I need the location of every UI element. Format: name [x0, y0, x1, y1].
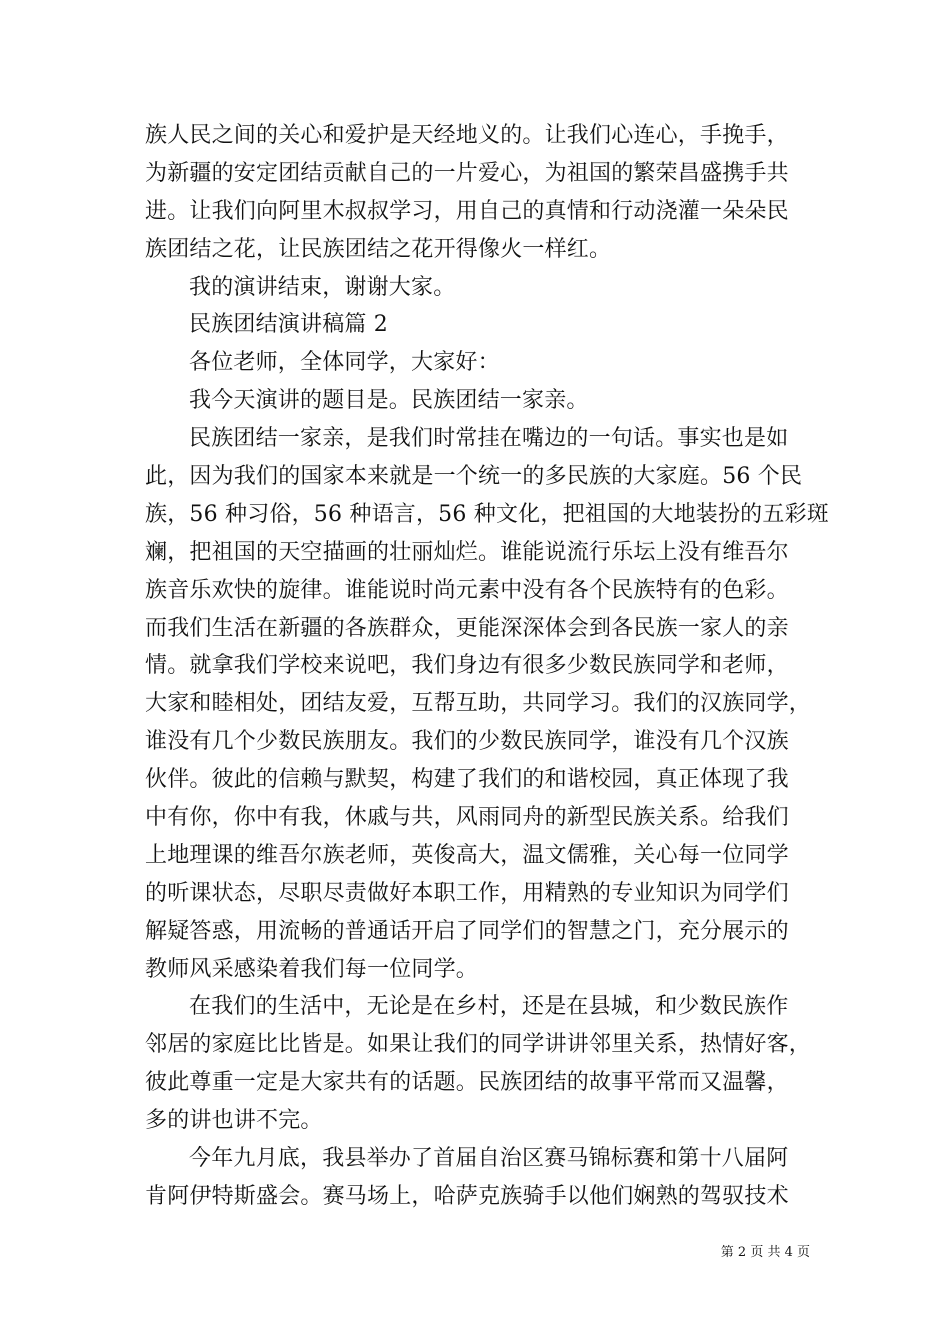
text-line: 彼此尊重一定是大家共有的话题。民族团结的故事平常而又温馨， — [145, 1070, 789, 1096]
text-line: 民族团结一家亲，是我们时常挂在嘴边的一句话。事实也是如 — [189, 426, 789, 452]
text-line: 今年九月底，我县举办了首届自治区赛马锦标赛和第十八届阿 — [189, 1146, 789, 1172]
text-line: 而我们生活在新疆的各族群众，更能深深体会到各民族一家人的亲 — [145, 615, 789, 641]
text-line: 邻居的家庭比比皆是。如果让我们的同学讲讲邻里关系，热情好客， — [145, 1032, 812, 1058]
text-line: 我今天演讲的题目是。民族团结一家亲。 — [189, 388, 589, 414]
section-title: 民族团结演讲稿篇 2 — [189, 312, 388, 338]
text-line: 族团结之花，让民族团结之花开得像火一样红。 — [145, 236, 612, 262]
text-line: 教师风采感染着我们每一位同学。 — [145, 956, 479, 982]
page-number: 第 2 页 共 4 页 — [720, 1245, 810, 1260]
text-line: 多的讲也讲不完。 — [145, 1108, 323, 1134]
text-line: 肯阿伊特斯盛会。赛马场上，哈萨克族骑手以他们娴熟的驾驭技术 — [145, 1183, 789, 1209]
text-line: 斓，把祖国的天空描画的壮丽灿烂。谁能说流行乐坛上没有维吾尔 — [145, 539, 789, 565]
text-line: 大家和睦相处，团结友爱，互帮互助，共同学习。我们的汉族同学， — [145, 691, 812, 717]
text-line: 解疑答惑，用流畅的普通话开启了同学们的智慧之门，充分展示的 — [145, 918, 789, 944]
text-line: 伙伴。彼此的信赖与默契，构建了我们的和谐校园，真正体现了我 — [145, 767, 789, 793]
text-line: 为新疆的安定团结贡献自己的一片爱心，为祖国的繁荣昌盛携手共 — [145, 160, 789, 186]
text-line: 在我们的生活中，无论是在乡村，还是在县城，和少数民族作 — [189, 994, 789, 1020]
text-line: 族，56 种习俗，56 种语言，56 种文化，把祖国的大地装扮的五彩斑 — [145, 501, 829, 527]
text-line: 上地理课的维吾尔族老师，英俊高大，温文儒雅，关心每一位同学 — [145, 842, 789, 868]
text-line: 谁没有几个少数民族朋友。我们的少数民族同学，谁没有几个汉族 — [145, 729, 789, 755]
text-line: 进。让我们向阿里木叔叔学习，用自己的真情和行动浇灌一朵朵民 — [145, 198, 789, 224]
text-line: 我的演讲结束，谢谢大家。 — [189, 274, 456, 300]
text-line: 此，因为我们的国家本来就是一个统一的多民族的大家庭。56 个民 — [145, 464, 803, 490]
text-line: 族音乐欢快的旋律。谁能说时尚元素中没有各个民族特有的色彩。 — [145, 577, 789, 603]
text-line: 情。就拿我们学校来说吧，我们身边有很多少数民族同学和老师， — [145, 653, 789, 679]
text-line: 的听课状态，尽职尽责做好本职工作，用精熟的专业知识为同学们 — [145, 880, 789, 906]
greeting-line: 各位老师，全体同学，大家好： — [189, 350, 500, 376]
document-body — [145, 117, 829, 1216]
text-line: 中有你，你中有我，休戚与共，风雨同舟的新型民族关系。给我们 — [145, 805, 789, 831]
text-line: 族人民之间的关心和爱护是天经地义的。让我们心连心，手挽手， — [145, 123, 789, 148]
